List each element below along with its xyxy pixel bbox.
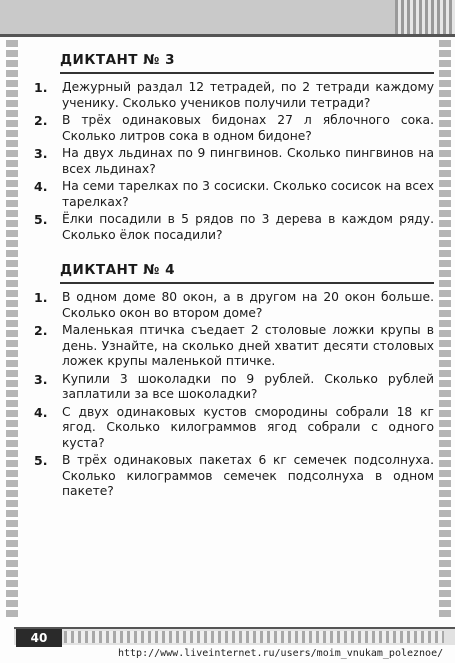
task-text: С двух одинаковых кустов смородины собрали 18 кг ягод. Сколько килограммов ягод собрали с одного куста? — [62, 404, 434, 450]
section-title: ДИКТАНТ № 4 — [60, 262, 434, 284]
task-list — [34, 290, 434, 500]
list-item — [34, 405, 434, 452]
list-item — [34, 146, 434, 177]
task-text: Купили 3 шоколадки по 9 рублей. Сколько рублей заплатили за все шоколадки? — [62, 371, 434, 401]
task-list — [34, 80, 434, 243]
task-number: 1. — [34, 80, 48, 95]
footer-stripes — [64, 631, 444, 643]
left-film-strip — [6, 40, 18, 620]
task-number: 5. — [34, 212, 48, 227]
list-item — [34, 212, 434, 243]
task-text: Дежурный раздал 12 тетрадей, по 2 тетради каждому ученику. Сколько учеников получили тетради? — [62, 80, 434, 110]
task-number: 2. — [34, 323, 48, 338]
task-text: Маленькая птичка съедает 2 столовые ложки крупы в день. Узнайте, на сколько дней хватит десяти столовых ложек крупы маленькой птичке. — [62, 323, 434, 368]
task-text: На семи тарелках по 3 сосиски. Сколько сосисок на всех тарелках? — [62, 179, 434, 209]
section-title: ДИКТАНТ № 3 — [60, 52, 434, 74]
footer-rule — [14, 627, 455, 629]
header-bar — [0, 0, 455, 34]
task-number: 5. — [34, 453, 48, 468]
task-text: В трёх одинаковых бидонах 27 л яблочного сока. Сколько литров сока в одном бидоне? — [62, 113, 434, 143]
task-number: 4. — [34, 179, 48, 194]
list-item — [34, 453, 434, 500]
list-item — [34, 290, 434, 321]
page-number: 40 — [16, 629, 62, 647]
list-item — [34, 179, 434, 210]
dictation-3-section — [34, 52, 434, 245]
list-item — [34, 372, 434, 403]
task-text: На двух льдинах по 9 пингвинов. Сколько пингвинов на всех льдинах? — [62, 146, 434, 176]
task-number: 3. — [34, 146, 48, 161]
task-text: В трёх одинаковых пакетах 6 кг семечек подсолнуха. Сколько килограммов семечек подсолнуха в одном пакете? — [62, 453, 434, 498]
list-item — [34, 80, 434, 111]
header-rule — [0, 34, 455, 37]
task-number: 2. — [34, 113, 48, 128]
right-film-strip — [439, 40, 451, 620]
list-item — [34, 113, 434, 144]
watermark-url: http://www.liveinternet.ru/users/moim_vnukam_poleznoe/ — [118, 648, 444, 659]
task-number: 4. — [34, 404, 48, 420]
task-text: В одном доме 80 окон, а в другом на 20 окон больше. Сколько окон во втором доме? — [62, 290, 434, 320]
header-stripes — [395, 0, 455, 34]
task-text: Ёлки посадили в 5 рядов по 3 дерева в каждом ряду. Сколько ёлок посадили? — [62, 212, 434, 242]
dictation-4-section — [34, 262, 434, 502]
list-item — [34, 323, 434, 370]
task-number: 3. — [34, 371, 48, 387]
task-number: 1. — [34, 290, 48, 305]
